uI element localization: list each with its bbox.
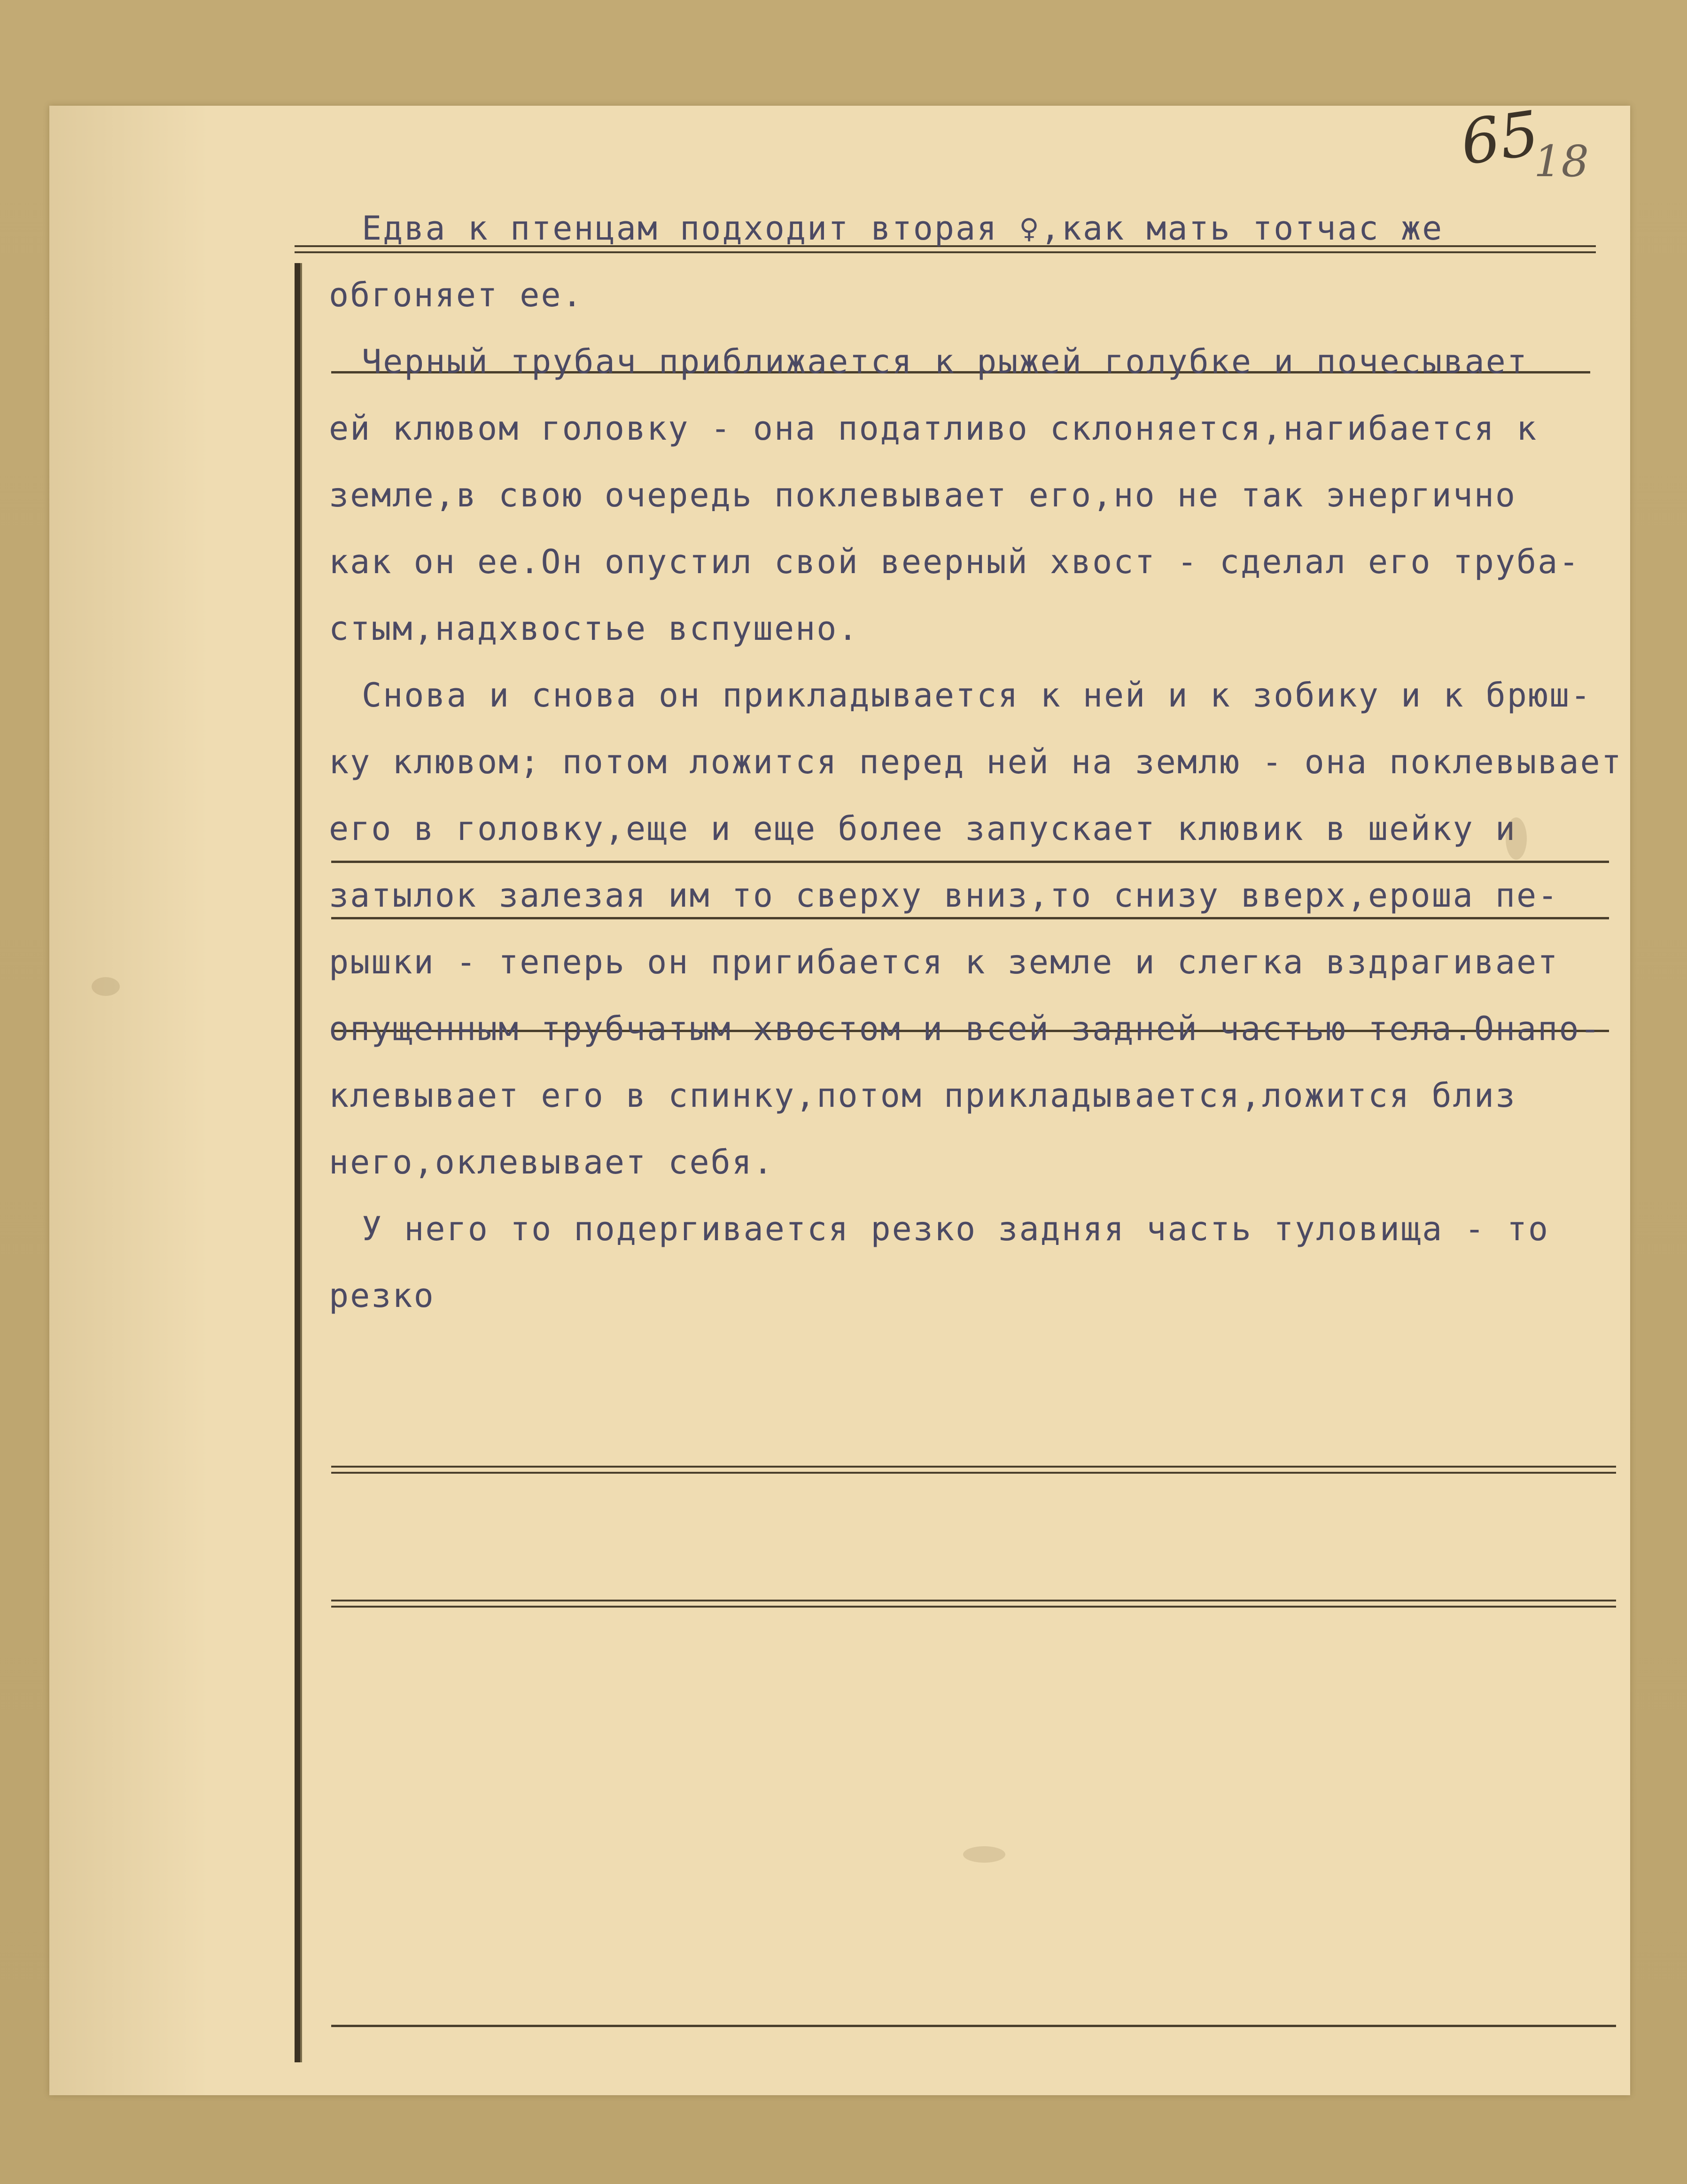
text-line: как он ее.Он опустил свой веерный хвост - сделал его труба-: [329, 543, 1580, 581]
text-line: ку клювом; потом ложится перед ней на землю - она поклевывает: [329, 743, 1623, 781]
text-line: стым,надхвостье вспушено.: [329, 609, 859, 648]
typed-text: [329, 195, 1621, 1329]
text-line: земле,в свою очередь поклевывает его,но не так энергично: [329, 476, 1517, 514]
text-line: ей клювом головку - она податливо склоняется,нагибается к: [329, 409, 1538, 448]
text-line: него,оклевывает себя.: [329, 1143, 775, 1181]
text-line: Едва к птенцам подходит вторая ♀,как мать тотчас же: [362, 209, 1444, 248]
ruled-line: [331, 2025, 1616, 2027]
text-line: затылок залезая им то сверху вниз,то снизу вверх,ероша пе-: [329, 876, 1559, 915]
margin-frame-line: [295, 263, 302, 2062]
text-line: Снова и снова он прикладывается к ней и к зобику и к брюш-: [362, 676, 1592, 715]
page-fold-shade: [49, 106, 209, 2095]
text-line: Черный трубач приближается к рыжей голубке и почесывает: [362, 342, 1528, 381]
folio-secondary-number: 18: [1534, 136, 1589, 187]
text-line: резко: [329, 1276, 435, 1315]
text-line: клевывает его в спинку,потом прикладывается,ложится близ: [329, 1076, 1517, 1115]
ruled-line: [331, 1600, 1616, 1608]
text-line: его в головку,еще и еще более запускает клювик в шейку и: [329, 809, 1517, 848]
folio-number: 65: [1456, 97, 1543, 179]
text-line: опущенным трубчатым хвостом и всей задней частью тела.Онапо-: [329, 1010, 1601, 1048]
text-line: У него то подергивается резко задняя часть туловища - то: [362, 1210, 1550, 1248]
text-line: обгоняет ее.: [329, 276, 583, 314]
paper-stain: [1506, 817, 1527, 860]
text-line: рышки - теперь он пригибается к земле и слегка вздрагивает: [329, 943, 1559, 981]
paper-stain: [963, 1846, 1005, 1863]
ruled-line: [331, 1466, 1616, 1474]
paper-stain: [92, 977, 120, 996]
